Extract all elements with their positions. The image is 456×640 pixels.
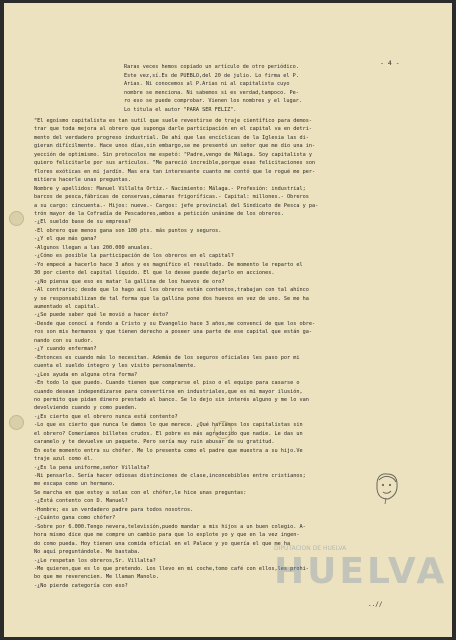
body-line: quiero felicitarle por sus artículos. "Me pareció increíble,porque esas felicitaciones son <box>34 160 316 167</box>
body-line: mento del verdadero progreso industrial. De ahí que las encíclicas de la Iglesia las di- <box>34 134 309 141</box>
intro-line: nombre se menciona. Ni sabemos si es verdad,tampoco. Pe- <box>124 89 299 96</box>
body-line: trón mayor de la Cofradía de Pescadores,ambos a petición unánime de los obreros. <box>34 210 284 217</box>
body-line: -El obrero que menos gana son 100 pts. más puntos y seguros. <box>34 227 222 234</box>
body-line: no permito que pidan dinero prestado al banco. Se lo dejo sin interés alguno y me lo van <box>34 396 309 403</box>
body-line: -¿No pierde categoría con eso? <box>34 582 128 589</box>
body-line: devolviendo cuando y como pueden. <box>34 405 138 412</box>
body-line: -Algunos llegan a las 200.000 anuales. <box>34 244 153 251</box>
body-line: flores exóticas en mi jardín. Mas era tan interesante cuanto me contó que le rogué me per- <box>34 168 316 175</box>
intro-line: Este vez,sí.Es de PUEBLO,del 20 de julio. Lo firma el P. <box>124 72 299 79</box>
body-line: el obrero? Comeríamos billetes crudos. El pobre es más agradecido que nadie. Le das un <box>34 430 303 437</box>
body-line: -Ni pensarlo. Sería hacer odiosas distinciones de clase,inconcebibles entre cristianos; <box>34 473 306 480</box>
body-line: -Entonces es cuando más lo necesitan. Además de los seguros oficiales les paso por mi <box>34 354 300 361</box>
intro-line: Arias. Ni conocemos al P.Arias ni al capitalista cuyo <box>124 81 290 88</box>
body-line: bo que me reverencien. Me llaman Manolo. <box>34 574 159 581</box>
body-line: -¿Y cuando enferman? <box>34 346 97 353</box>
body-line: -Lo que es cierto que nunca le damos lo que merece. ¿Qué haríamos los capitalistas sin <box>34 422 303 429</box>
body-line: yección de optimismo. Sin protocolos me espetó: "Padre,vengo de Málaga. Soy capitalista y <box>34 151 312 158</box>
watermark-subtitle: DIPUTACIÓN DE HUELVA <box>274 545 347 552</box>
document-page <box>4 3 452 637</box>
intro-paragraph <box>124 63 424 115</box>
body-line: 30 por ciento del capital líquido. El que lo desee puede dejarlo en acciones. <box>34 270 275 277</box>
body-line: -¿Y el que más gana? <box>34 236 97 243</box>
body-line: me escapa como un hermano. <box>34 481 116 488</box>
body-line: cuenta el sueldo íntegro y les visito personalmente. <box>34 363 197 370</box>
body-line: Se marcha en que estoy a solas con el chófer,le hice unas preguntas: <box>34 489 247 496</box>
body-line: -¿No piensa que eso es matar la gallina de los huevos de oro? <box>34 278 225 285</box>
body-line: -Desde que conocí a fondo a Cristo y su Evangelio hace 3 años,me convencí de que los obre- <box>34 320 316 327</box>
body-line: ros son mis hermanos y que tienen derecho a poseer una parte de ese capital que están ga- <box>34 329 312 336</box>
body-line: -¿Le respetan los obreros,Sr. Villalta? <box>34 557 156 564</box>
body-line: barcos de pesca,fábricas de conservas,cámaras frigoríficas.- Capital: millones.- Obreros <box>34 194 309 201</box>
intro-line: Lo titula el autor "PARA SER FELIZ". <box>124 106 237 113</box>
body-line: Nombre y apellidos: Manuel Villalta Ortiz.- Nacimiento: Málaga.- Profesión: industrial; <box>34 185 306 192</box>
punch-hole-bottom <box>9 415 24 430</box>
body-line: -¿Cuánto gana como chófer? <box>34 515 116 522</box>
body-line: cuando desean independizarse para convertirse en industriales,que es mi mayor ilusión, <box>34 388 303 395</box>
page-number: - 4 - <box>380 59 400 67</box>
body-line: -Yo empecé a hacerlo hace 3 años y es magnífico el resultado. De momento le reparto el <box>34 261 303 268</box>
body-line: -¿Les ayuda en alguna otra forma? <box>34 371 138 378</box>
body-line: gieran difícilmente. Hace unos días,sin embargo,se me presentó un señor que me dio una in- <box>34 143 316 150</box>
body-line: -En todo lo que puedo. Cuando tienen que comprarse el piso o el equipo para casarse o <box>34 380 300 387</box>
body-line: -¿Se puede saber qué le movió a hacer ésto? <box>34 312 169 319</box>
intro-line: ro eso se puede comprobar. Vienen los nombres y el lugar. <box>124 98 303 105</box>
body-line: -¿Está contento con D. Manuel? <box>34 498 128 505</box>
body-line: trar que toda mejora al obrero que suponga darle participación en el capital va en detri- <box>34 126 312 133</box>
continuation-mark: ..// <box>368 601 383 608</box>
body-line: No aquí preguntándole. Me bastaba. <box>34 549 141 556</box>
intro-line: Raras veces hemos copiado un artículo de otro periódico. <box>124 64 299 70</box>
body-line: -Hombre; es un verdadero padre para todos nosotros. <box>34 506 194 513</box>
body-line: -¿Es la pena uniforme,señor Villalta? <box>34 464 150 471</box>
body-line: -Me quieren,que es lo que pretendo. Los llevo en mi coche,tomo café con ellos,les prohi- <box>34 566 309 573</box>
body-line: traje azul como él. <box>34 456 94 463</box>
body-line: -¿El sueldo base de su empresa? <box>34 219 131 226</box>
body-line: aumentado el capital. <box>34 303 100 310</box>
body-line: caramelo y te devuelve un paquete. Pero sería muy ruin abusar de su gratitud. <box>34 439 275 446</box>
face-doodle-icon <box>372 471 402 505</box>
body-line: -¿Es cierto que el obrero nunca está contento? <box>34 413 178 420</box>
body-line: En este momento entra su chófer. Me lo presenta como el padre que muestra a su hijo.Ve <box>34 447 303 454</box>
body-line: mitiera hacerle unas preguntas. <box>34 177 131 184</box>
body-line: "El egoísmo capitalista es tan sutil que suele revestirse de traje científico para demos- <box>34 118 312 124</box>
body-line: -Sobre por 6.000.Tengo nevera,televisión,puedo mandar a mis hijos a un buen colegio. A- <box>34 523 306 530</box>
punch-hole-top <box>9 211 24 226</box>
article-body <box>34 117 438 590</box>
body-line: hora mismo dice que me compre un cambio para que lo explote yo y que en la vez ingen- <box>34 532 300 539</box>
body-line: y se responsabilizan de tal forma que la gallina pone dos huevos en vez de uno. Se me ha <box>34 295 309 302</box>
archive-watermark: HUELVA <box>274 551 448 592</box>
body-line: -Al contrario; desde que lo hago así los obreros están contentos,trabajan con tal ahínco <box>34 287 309 294</box>
body-line: a su cargo: cincuenta.- Hijos: nueve.- Cargos: jefe provincial del Sindicato de Pesca y pa- <box>34 202 319 209</box>
body-line: do como pueda. Hoy tienen una comida oficial en el Palace y yo quería el que me ha <box>34 540 291 547</box>
body-line: -¿Cómo es posible la participación de los obreros en el capital? <box>34 253 234 260</box>
body-line: nando con su sudor. <box>34 337 94 344</box>
